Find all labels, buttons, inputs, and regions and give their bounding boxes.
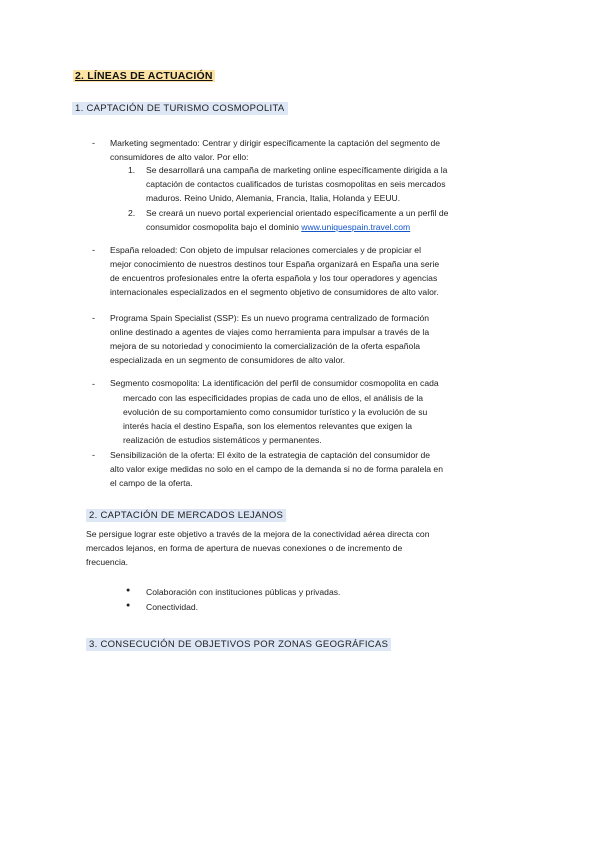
list-item-ssp	[110, 311, 524, 367]
text-line: alto valor exige medidas no solo en el campo de la demanda si no de forma paralela en	[110, 464, 443, 474]
text-line: Segmento cosmopolita: La identificación del perfil de consumidor cosmopolita en cada	[110, 378, 439, 388]
dash-bullet: -	[92, 379, 95, 389]
list-item-sensibilizacion-cont	[110, 462, 524, 490]
text-line: Sensibilización de la oferta: El éxito de la estrategia de captación del consumidor de	[110, 450, 431, 460]
bullet-item: Colaboración con instituciones públicas y privadas.	[146, 587, 341, 597]
text-line: captación de contactos cualificados de turistas cosmopolitas en seis mercados	[146, 179, 446, 189]
text-line: online destinado a agentes de viajes como herramienta para impulsar a través de la	[110, 327, 430, 337]
text-line: de encuentros profesionales entre la oferta española y los tour operadores y agencias	[110, 273, 438, 283]
sub-item-portal	[146, 206, 524, 234]
text-line: interés hacia el destino España, son los elementos relevantes que exigen la	[123, 421, 413, 431]
dash-bullet: -	[92, 138, 95, 148]
text-line: Se creará un nuevo portal experiencial orientado específicamente a un perfil de	[146, 208, 449, 218]
text-line: Marketing segmentado: Centrar y dirigir específicamente la captación del segmento de	[110, 138, 441, 148]
list-item-segmento	[110, 376, 524, 390]
text-line: consumidor cosmopolita bajo el dominio	[146, 222, 302, 232]
page-title: 2. LÍNEAS DE ACTUACIÓN	[75, 70, 213, 82]
bullet-dot: ●	[126, 602, 131, 609]
text-line: frecuencia.	[86, 557, 129, 567]
text-line: Programa Spain Specialist (SSP): Es un nuevo programa centralizado de formación	[110, 313, 430, 323]
bullet-item: Conectividad.	[146, 602, 199, 612]
section-heading-2: 2. CAPTACIÓN DE MERCADOS LEJANOS	[86, 509, 286, 522]
text-line: mejora de su notoriedad y conocimiento la comercialización de la oferta española	[110, 341, 421, 351]
list-item-sensibilizacion	[110, 448, 524, 462]
section-heading-3: 3. CONSECUCIÓN DE OBJETIVOS POR ZONAS GEOGRÁFICAS	[86, 638, 391, 651]
bullet-dot: ●	[126, 587, 131, 594]
text-line: especializada en un segmento de consumidores de alto valor.	[110, 355, 346, 365]
dash-bullet: -	[92, 245, 95, 255]
text-line: internacionales especializados en el segmento objetivo de consumidores de alto valor.	[110, 287, 439, 297]
list-number: 2.	[128, 208, 136, 218]
text-line: realización de estudios sistemáticos y permanentes.	[123, 435, 322, 445]
text-line: consumidores de alto valor. Por ello:	[110, 152, 249, 162]
section2-intro	[86, 527, 518, 569]
portal-link[interactable]: www.uniquespain.travel.com	[301, 222, 411, 232]
text-line: maduros. Reino Unido, Alemania, Francia, Italia, Holanda y EEUU.	[146, 193, 401, 203]
section-heading-1: 1. CAPTACIÓN DE TURISMO COSMOPOLITA	[72, 102, 288, 115]
dash-bullet: -	[92, 313, 95, 323]
text-line: Se persigue lograr este objetivo a través de la mejora de la conectividad aérea directa con	[86, 529, 430, 539]
dash-bullet: -	[92, 450, 95, 460]
text-line: el campo de la oferta.	[110, 478, 193, 488]
text-line: evolución de su comportamiento como consumidor turístico y la evolución de su	[123, 407, 428, 417]
text-line: España reloaded: Con objeto de impulsar relaciones comerciales y de propiciar el	[110, 245, 421, 255]
text-line: mejor conocimiento de nuestros destinos tour España organizará en España una serie	[110, 259, 440, 269]
list-item-segmento-cont	[123, 391, 524, 447]
text-line: mercado con las especificidades propias de cada uno de ellos, el análisis de la	[123, 393, 424, 403]
text-line: mercados lejanos, en forma de apertura de nuevas conexiones o de incremento de	[86, 543, 403, 553]
text-line	[146, 220, 524, 234]
list-item-espana-reloaded	[110, 243, 524, 299]
sub-item-campaign	[146, 163, 524, 205]
list-item-marketing	[110, 136, 524, 164]
text-line: Se desarrollará una campaña de marketing online específicamente dirigida a la	[146, 165, 448, 175]
list-number: 1.	[128, 165, 136, 175]
